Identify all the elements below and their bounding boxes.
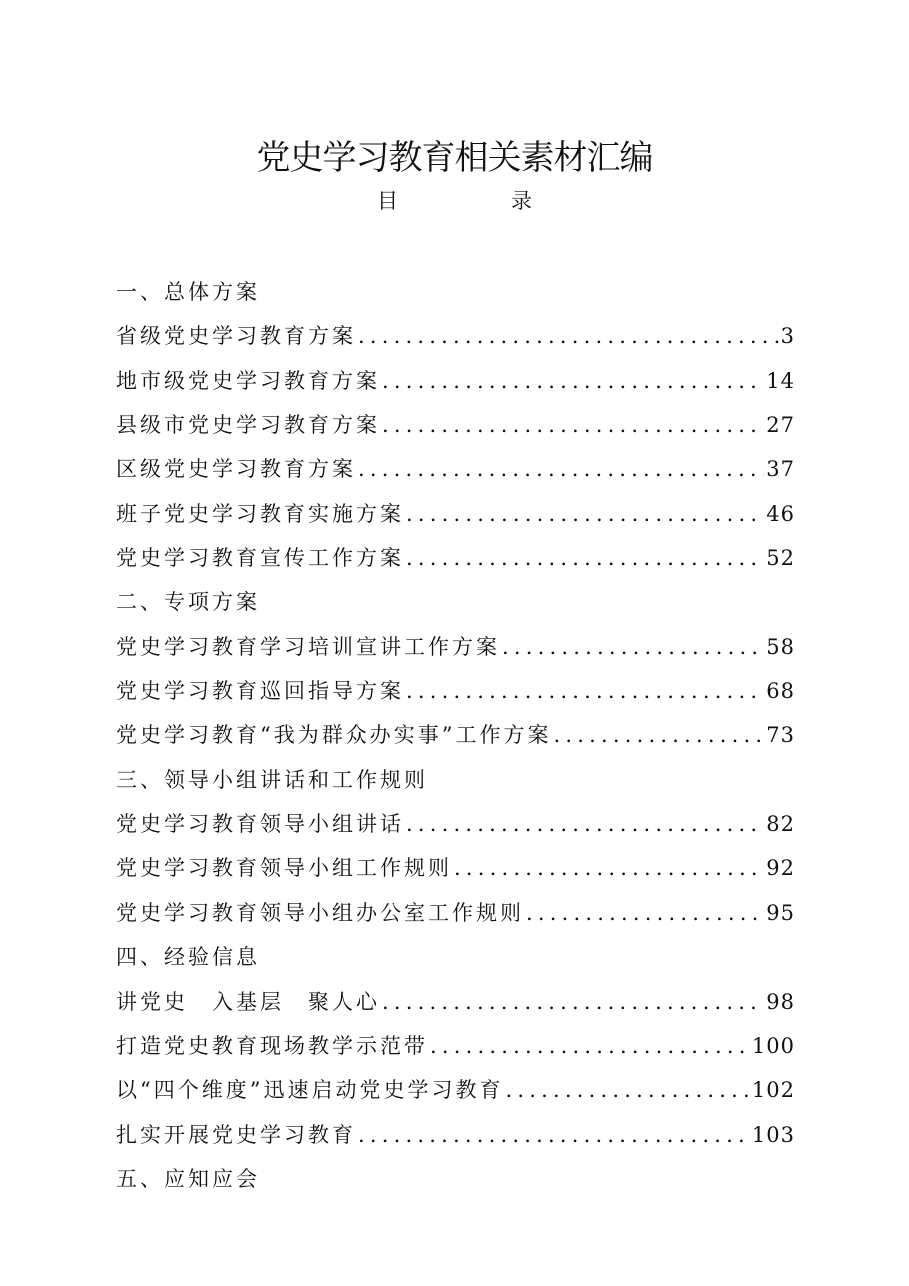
- toc-entry: [116, 1115, 794, 1159]
- document-title: 党史学习教育相关素材汇编: [256, 138, 653, 178]
- dot-leader: [406, 538, 764, 578]
- dot-leader: [406, 671, 764, 711]
- toc-entry-label: 党史学习教育领导小组工作规则: [116, 856, 452, 881]
- toc-entry: [116, 893, 794, 937]
- dot-leader: [430, 1026, 750, 1066]
- toc-entry: [116, 1026, 794, 1070]
- toc-entry: [116, 671, 794, 715]
- toc-entry-label: 党史学习教育宣传工作方案: [116, 546, 404, 571]
- dot-leader: [454, 848, 764, 888]
- toc-section: [116, 760, 794, 804]
- toc-entry-label: 以“四个维度”迅速启动党史学习教育: [116, 1078, 504, 1103]
- toc-page-number: 68: [766, 679, 795, 704]
- toc-entry: [116, 494, 794, 538]
- toc-page-number: 3: [780, 324, 795, 349]
- toc-entry-label: 扎实开展党史学习教育: [116, 1122, 356, 1147]
- toc-page-number: 82: [766, 812, 795, 837]
- toc-entry: [116, 405, 794, 449]
- toc-entry: [116, 1070, 794, 1114]
- dot-leader: [502, 627, 764, 667]
- dot-leader: [505, 1070, 749, 1110]
- dot-leader: [382, 405, 764, 445]
- toc-entry-label: 党史学习教育领导小组讲话: [116, 812, 404, 837]
- dot-leader: [406, 494, 764, 534]
- toc-section-label: 五、应知应会: [116, 1166, 260, 1191]
- toc-entry: [116, 538, 794, 582]
- toc-entry: [116, 848, 794, 892]
- toc-entry-label: 党史学习教育领导小组办公室工作规则: [116, 900, 524, 925]
- toc-entry: [116, 715, 794, 759]
- toc-entry-label: 党史学习教育“我为群众办实事”工作方案: [116, 723, 552, 748]
- toc-page-number: 95: [766, 900, 795, 925]
- toc-page-number: 100: [751, 1033, 795, 1058]
- toc-section: [116, 937, 794, 981]
- toc-page-number: 46: [766, 501, 795, 526]
- toc-entry: [116, 449, 794, 493]
- toc-entry: [116, 982, 794, 1026]
- toc-entry: [116, 361, 794, 405]
- dot-leader: [406, 804, 764, 844]
- toc-entry: [116, 627, 794, 671]
- toc-page-number: 103: [751, 1122, 795, 1147]
- toc-section: [116, 582, 794, 626]
- dot-leader: [358, 449, 764, 489]
- toc-page-number: 14: [766, 368, 795, 393]
- toc-page-number: 58: [766, 634, 795, 659]
- toc-entry-label: 班子党史学习教育实施方案: [116, 501, 404, 526]
- toc-section: [116, 272, 794, 316]
- toc-section-label: 二、专项方案: [116, 590, 260, 615]
- dot-leader: [358, 316, 779, 356]
- toc-entry-label: 县级市党史学习教育方案: [116, 413, 380, 438]
- toc-page-number: 98: [766, 989, 795, 1014]
- table-of-contents: [116, 272, 794, 1203]
- toc-section-label: 三、领导小组讲话和工作规则: [116, 767, 428, 792]
- toc-page-number: 92: [766, 856, 795, 881]
- toc-page-number: 52: [766, 546, 795, 571]
- dot-leader: [382, 982, 764, 1022]
- toc-entry-label: 地市级党史学习教育方案: [116, 368, 380, 393]
- toc-entry-label: 打造党史教育现场教学示范带: [116, 1033, 428, 1058]
- toc-page-number: 102: [751, 1078, 795, 1103]
- toc-entry-label: 党史学习教育巡回指导方案: [116, 679, 404, 704]
- dot-leader: [358, 1115, 750, 1155]
- dot-leader: [526, 893, 764, 933]
- toc-section-label: 四、经验信息: [116, 945, 260, 970]
- toc-heading: 目 录: [377, 189, 578, 213]
- toc-page-number: 73: [766, 723, 795, 748]
- toc-page-number: 37: [766, 457, 795, 482]
- toc-entry-label: 党史学习教育学习培训宣讲工作方案: [116, 634, 500, 659]
- dot-leader: [382, 361, 764, 401]
- dot-leader: [553, 715, 764, 755]
- toc-section: [116, 1159, 794, 1203]
- toc-entry-label: 省级党史学习教育方案: [116, 324, 356, 349]
- toc-page-number: 27: [766, 413, 795, 438]
- toc-section-label: 一、总体方案: [116, 280, 260, 304]
- toc-entry-label: 区级党史学习教育方案: [116, 457, 356, 482]
- toc-entry: [116, 804, 794, 848]
- toc-entry-label: 讲党史 入基层 聚人心: [116, 989, 380, 1014]
- toc-entry: [116, 316, 794, 360]
